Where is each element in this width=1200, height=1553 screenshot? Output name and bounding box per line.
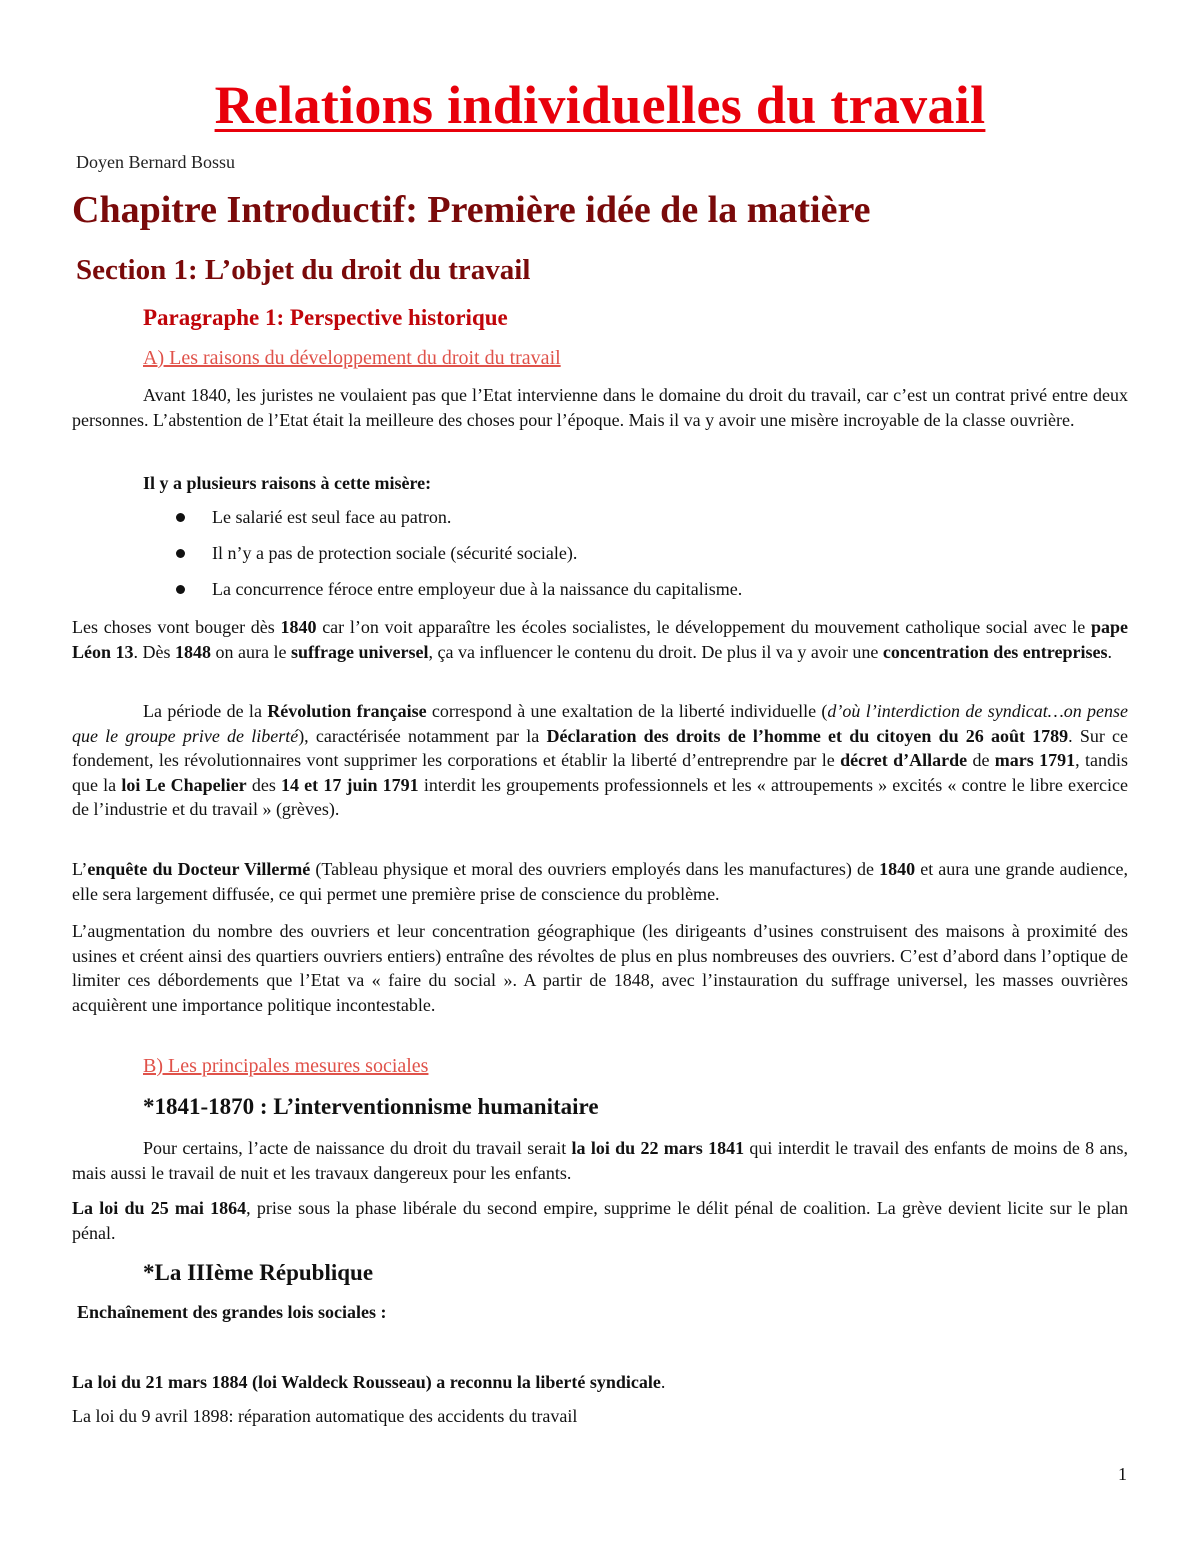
period-heading-1841: *1841-1870 : L’interventionnisme humanitaire	[143, 1094, 599, 1119]
list-item-text: Il n’y a pas de protection sociale (sécurité sociale).	[212, 543, 578, 563]
list-item-text: Le salarié est seul face au patron.	[212, 507, 452, 527]
list-item	[174, 505, 742, 541]
paragraph-avant-1840: Avant 1840, les juristes ne voulaient pas que l’Etat intervienne dans le domaine du droit du travail, car c’est un contrat privé entre deux personnes. L’abstention de l’Etat était la meilleure des choses pour l’époque. Mais il va y avoir une misère incroyable de la classe ouvrière.	[72, 385, 1128, 430]
list-item	[174, 577, 742, 613]
subheading-b: B) Les principales mesures sociales	[143, 1055, 429, 1077]
bullet-icon	[176, 513, 185, 522]
paragraph-loi-1864: La loi du 25 mai 1864, prise sous la phase libérale du second empire, supprime le délit pénal de coalition. La grève devient licite sur le plan pénal.	[72, 1198, 1129, 1243]
chapter-heading: Chapitre Introductif: Première idée de la matière	[72, 189, 871, 231]
list-item-text: La concurrence féroce entre employeur due à la naissance du capitalisme.	[212, 579, 743, 599]
paragraph-augmentation: L’augmentation du nombre des ouvriers et leur concentration géographique (les dirigeants d’usines construisent des maisons à proximité des usines et créent ainsi des quartiers ouvriers entiers) entraîne des révoltes de plus en plus nombreuses des ouvriers. C’est d’abord dans l’optique de limiter ces débordements que l’Etat va « faire du social ». A partir de 1848, avec l’instauration du suffrage universel, les masses ouvrières acquièrent une importance politique incontestable.	[72, 921, 1128, 1015]
paragraph-villerme: L’enquête du Docteur Villermé (Tableau physique et moral des ouvriers employés dans les manufactures) de 1840 et aura une grande audience, elle sera largement diffusée, ce qui permet une première prise de conscience du problème.	[72, 859, 1129, 904]
law-1884: La loi du 21 mars 1884 (loi Waldeck Rousseau) a reconnu la liberté syndicale.	[72, 1372, 666, 1392]
period-heading-3rd-republic: *La IIIème République	[143, 1260, 374, 1285]
section-heading: Section 1: L’objet du droit du travail	[76, 254, 531, 286]
paragraph-revolution: La période de la Révolution française correspond à une exaltation de la liberté individuelle (d’où l’interdiction de syndicat…on pense que le groupe prive de liberté), caractérisée notamment par la Déclaration des droits de l’homme et du citoyen du 26 août 1789. Sur ce fondement, les révolutionnaires vont supprimer les corporations et établir la liberté d’entreprendre par le décret d’Allarde de mars 1791, tandis que la loi Le Chapelier des 14 et 17 juin 1791 interdit les groupements professionnels et les « attroupements » excités « contre le libre exercice de l’industrie et du travail » (grèves).	[72, 701, 1129, 819]
reasons-heading: Il y a plusieurs raisons à cette misère:	[143, 473, 432, 493]
subheading-a: A) Les raisons du développement du droit du travail	[143, 347, 561, 369]
page-number: 1	[1118, 1464, 1127, 1484]
bullet-icon	[176, 585, 185, 594]
document-title: Relations individuelles du travail	[214, 75, 986, 135]
paragraph-1840-changes: Les choses vont bouger dès 1840 car l’on voit apparaître les écoles socialistes, le développement du mouvement catholique social avec le pape Léon 13. Dès 1848 on aura le suffrage universel, ça va influencer le contenu du droit. De plus il va y avoir une concentration des entreprises.	[72, 617, 1128, 662]
paragraph-heading: Paragraphe 1: Perspective historique	[143, 305, 508, 330]
laws-heading: Enchaînement des grandes lois sociales :	[77, 1302, 387, 1322]
bullet-icon	[176, 549, 185, 558]
author-name: Doyen Bernard Bossu	[76, 152, 235, 172]
paragraph-loi-1841: Pour certains, l’acte de naissance du droit du travail serait la loi du 22 mars 1841 qui interdit le travail des enfants de moins de 8 ans, mais aussi le travail de nuit et les travaux dangereux pour les enfants.	[72, 1138, 1128, 1183]
law-1898: La loi du 9 avril 1898: réparation automatique des accidents du travail	[72, 1406, 578, 1426]
reasons-list	[174, 505, 742, 613]
list-item	[174, 541, 742, 577]
